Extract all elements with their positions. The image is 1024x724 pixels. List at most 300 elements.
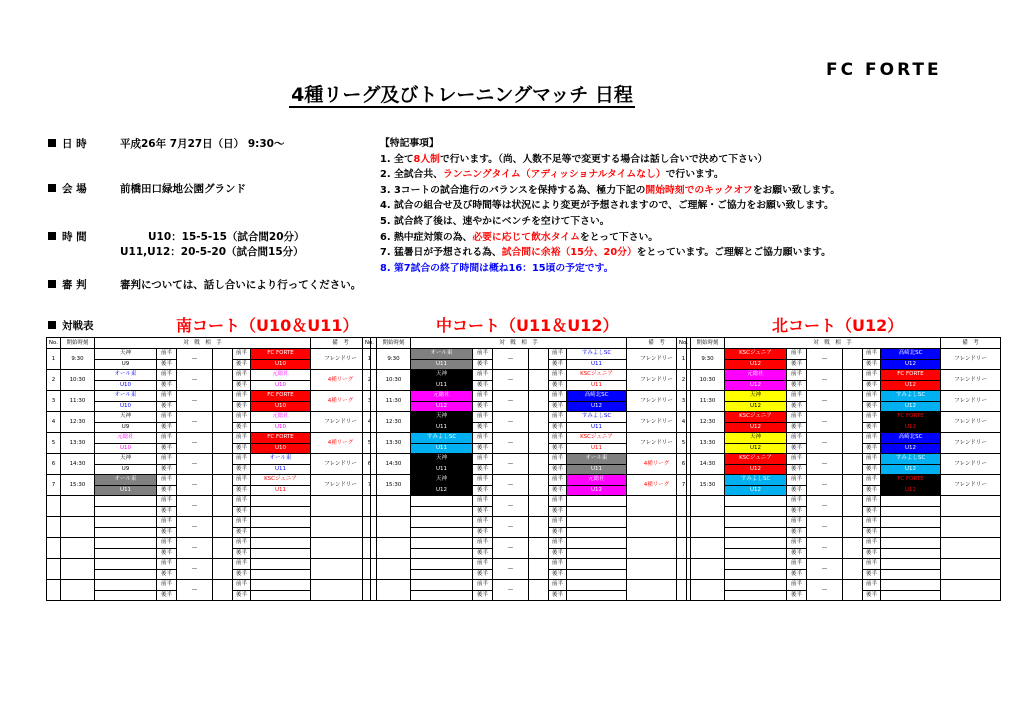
schedule-table-north	[676, 337, 1001, 601]
team-1-name: 天神	[411, 475, 473, 486]
first-half-label: 前半	[473, 349, 493, 360]
match-no	[47, 559, 61, 580]
second-half-label: 後半	[157, 590, 177, 601]
second-half-label: 後半	[473, 506, 493, 517]
team-1-name: 元総社	[725, 370, 787, 381]
table-row	[363, 538, 687, 549]
versus-dash: —	[177, 391, 213, 412]
team-2-name	[251, 517, 311, 528]
kickoff-time	[377, 496, 411, 517]
team-1-name: 元総社	[95, 433, 157, 444]
kickoff-time	[377, 580, 411, 601]
first-half-label: 前半	[549, 391, 567, 402]
match-no	[677, 517, 691, 538]
team-1-name: 天神	[411, 454, 473, 465]
team-2-category	[567, 506, 627, 517]
spacer-cell	[843, 349, 863, 370]
first-half-label: 前半	[157, 454, 177, 465]
team-1-category: U9	[95, 464, 157, 475]
kickoff-time: 11:30	[377, 391, 411, 412]
team-2-category: U12	[881, 359, 941, 370]
spacer-cell	[529, 454, 549, 475]
second-half-label: 後半	[787, 548, 807, 559]
schedule-table-center	[362, 337, 687, 601]
match-no: 7	[363, 475, 377, 496]
team-1-category: U12	[725, 464, 787, 475]
team-1-name: 天神	[95, 454, 157, 465]
note-8: 8. 第7試合の終了時間は概ね16：15頃の予定です。	[380, 262, 614, 274]
second-half-label: 後半	[787, 359, 807, 370]
team-1-category: U10	[95, 380, 157, 391]
second-half-label: 後半	[863, 359, 881, 370]
first-half-label: 前半	[473, 370, 493, 381]
team-1-category: U12	[411, 485, 473, 496]
table-row	[677, 370, 1001, 381]
table-row	[363, 454, 687, 465]
first-half-label: 前半	[863, 454, 881, 465]
table-row	[47, 454, 371, 465]
second-half-label: 後半	[473, 443, 493, 454]
team-1-name: すみよしSC	[411, 433, 473, 444]
spacer-cell	[843, 496, 863, 517]
kickoff-time: 9:30	[377, 349, 411, 370]
header-time: 開始時刻	[61, 338, 95, 349]
match-no: 4	[47, 412, 61, 433]
team-2-name: KSCジュニア	[251, 475, 311, 486]
match-note: 4種リーグ	[627, 475, 687, 496]
spacer-cell	[213, 538, 233, 559]
match-no	[363, 538, 377, 559]
team-1-category: U11	[411, 464, 473, 475]
second-half-label: 後半	[233, 506, 251, 517]
second-half-label: 後半	[863, 464, 881, 475]
first-half-label: 前半	[473, 433, 493, 444]
team-2-name: KSCジュニア	[567, 433, 627, 444]
spacer-cell	[529, 496, 549, 517]
match-no: 6	[363, 454, 377, 475]
notes-heading: 【特記事項】	[380, 138, 439, 149]
versus-dash: —	[807, 475, 843, 496]
table-row	[677, 433, 1001, 444]
team-2-name	[567, 496, 627, 507]
table-row	[363, 496, 687, 507]
team-2-name: すみよしSC	[567, 349, 627, 360]
versus-dash: —	[807, 517, 843, 538]
first-half-label: 前半	[157, 580, 177, 591]
first-half-label: 前半	[787, 454, 807, 465]
spacer-cell	[213, 559, 233, 580]
court-north-title: 北コート（U12）	[772, 316, 904, 335]
first-half-label: 前半	[157, 349, 177, 360]
team-1-category: U9	[95, 422, 157, 433]
team-1-name: すみよしSC	[725, 475, 787, 486]
match-no: 6	[677, 454, 691, 475]
first-half-label: 前半	[549, 349, 567, 360]
match-note: フレンドリー	[941, 454, 1001, 475]
versus-dash: —	[493, 370, 529, 391]
kickoff-time: 9:30	[61, 349, 95, 370]
first-half-label: 前半	[157, 433, 177, 444]
second-half-label: 後半	[157, 380, 177, 391]
table-row	[47, 580, 371, 591]
team-1-category	[411, 569, 473, 580]
team-1-name: KSCジュニア	[725, 349, 787, 360]
first-half-label: 前半	[549, 370, 567, 381]
spacer-cell	[843, 580, 863, 601]
second-half-label: 後半	[863, 527, 881, 538]
second-half-label: 後半	[473, 464, 493, 475]
first-half-label: 前半	[233, 580, 251, 591]
time-value-1: U10：15-5-15（試合間20分）	[148, 231, 305, 243]
kickoff-time: 14:30	[377, 454, 411, 475]
team-1-name	[95, 580, 157, 591]
header-time: 開始時刻	[377, 338, 411, 349]
team-1-name: KSCジュニア	[725, 454, 787, 465]
spacer-cell	[529, 580, 549, 601]
table-row	[677, 475, 1001, 486]
team-1-category	[411, 590, 473, 601]
spacer-cell	[529, 370, 549, 391]
first-half-label: 前半	[473, 454, 493, 465]
versus-dash: —	[177, 433, 213, 454]
team-2-name	[567, 580, 627, 591]
versus-dash: —	[807, 391, 843, 412]
spacer-cell	[213, 580, 233, 601]
kickoff-time: 12:30	[691, 412, 725, 433]
second-half-label: 後半	[787, 401, 807, 412]
match-no: 5	[363, 433, 377, 454]
note-5: 5. 試合終了後は、速やかにベンチを空けて下さい。	[380, 215, 610, 227]
first-half-label: 前半	[157, 391, 177, 402]
first-half-label: 前半	[863, 580, 881, 591]
versus-dash: —	[177, 517, 213, 538]
team-2-name: 元総社	[251, 412, 311, 423]
versus-dash: —	[177, 475, 213, 496]
second-half-label: 後半	[473, 380, 493, 391]
first-half-label: 前半	[473, 496, 493, 507]
first-half-label: 前半	[549, 580, 567, 591]
match-note: 4種リーグ	[311, 433, 371, 454]
team-1-category: U12	[725, 380, 787, 391]
team-1-category	[725, 590, 787, 601]
first-half-label: 前半	[549, 454, 567, 465]
match-no	[47, 496, 61, 517]
team-2-name	[881, 517, 941, 528]
header-note: 備 考	[311, 338, 371, 349]
versus-dash: —	[177, 412, 213, 433]
team-2-category	[567, 527, 627, 538]
header-match: 対 戦 相 手	[411, 338, 627, 349]
table-row	[677, 559, 1001, 570]
team-2-category	[567, 548, 627, 559]
kickoff-time: 15:30	[61, 475, 95, 496]
spacer-cell	[213, 349, 233, 370]
match-note: フレンドリー	[941, 412, 1001, 433]
table-row	[677, 538, 1001, 549]
team-2-name: すみよしSC	[881, 391, 941, 402]
spacer-cell	[843, 517, 863, 538]
kickoff-time	[61, 517, 95, 538]
schedule-table-south	[46, 337, 371, 601]
team-1-name: 天神	[411, 412, 473, 423]
team-2-category: U11	[567, 443, 627, 454]
kickoff-time: 10:30	[377, 370, 411, 391]
second-half-label: 後半	[473, 569, 493, 580]
second-half-label: 後半	[787, 443, 807, 454]
spacer-cell	[529, 538, 549, 559]
match-no	[677, 538, 691, 559]
table-row	[47, 370, 371, 381]
referee-value: 審判については、話し合いにより行ってください。	[120, 279, 362, 291]
first-half-label: 前半	[863, 559, 881, 570]
match-no	[363, 517, 377, 538]
kickoff-time	[61, 580, 95, 601]
second-half-label: 後半	[233, 590, 251, 601]
match-no	[677, 580, 691, 601]
match-no	[363, 496, 377, 517]
team-2-name	[251, 538, 311, 549]
header-note: 備 考	[941, 338, 1001, 349]
second-half-label: 後半	[157, 485, 177, 496]
spacer-cell	[843, 454, 863, 475]
table-row	[47, 475, 371, 486]
kickoff-time: 15:30	[691, 475, 725, 496]
match-note: フレンドリー	[941, 349, 1001, 370]
second-half-label: 後半	[473, 590, 493, 601]
second-half-label: 後半	[233, 485, 251, 496]
team-2-name	[251, 496, 311, 507]
first-half-label: 前半	[473, 391, 493, 402]
match-note: フレンドリー	[311, 454, 371, 475]
second-half-label: 後半	[473, 359, 493, 370]
match-note: フレンドリー	[627, 391, 687, 412]
second-half-label: 後半	[549, 380, 567, 391]
kickoff-time: 14:30	[691, 454, 725, 475]
second-half-label: 後半	[549, 527, 567, 538]
table-row	[677, 580, 1001, 591]
team-2-name	[567, 517, 627, 528]
second-half-label: 後半	[157, 569, 177, 580]
second-half-label: 後半	[863, 485, 881, 496]
header-no: No.	[677, 338, 691, 349]
team-2-category: U11	[567, 464, 627, 475]
second-half-label: 後半	[157, 359, 177, 370]
first-half-label: 前半	[473, 475, 493, 486]
match-no: 7	[677, 475, 691, 496]
team-1-category: U11	[95, 485, 157, 496]
spacer-cell	[843, 475, 863, 496]
match-note: フレンドリー	[311, 475, 371, 496]
kickoff-time: 12:30	[61, 412, 95, 433]
table-row	[363, 349, 687, 360]
team-2-category: U11	[567, 422, 627, 433]
second-half-label: 後半	[787, 464, 807, 475]
kickoff-time: 10:30	[61, 370, 95, 391]
first-half-label: 前半	[157, 475, 177, 486]
versus-dash: —	[807, 580, 843, 601]
match-no: 1	[47, 349, 61, 370]
team-2-name: FC FORTE	[881, 370, 941, 381]
versus-dash: —	[493, 412, 529, 433]
team-1-category	[95, 527, 157, 538]
second-half-label: 後半	[787, 569, 807, 580]
match-no: 6	[47, 454, 61, 475]
team-2-category: U12	[881, 485, 941, 496]
match-table-label: 対戦表	[48, 318, 94, 333]
second-half-label: 後半	[863, 401, 881, 412]
spacer-cell	[213, 370, 233, 391]
match-note: フレンドリー	[311, 412, 371, 433]
first-half-label: 前半	[787, 496, 807, 507]
venue-value: 前橋田口緑地公園グランド	[120, 183, 246, 195]
kickoff-time	[61, 496, 95, 517]
first-half-label: 前半	[787, 475, 807, 486]
match-no: 4	[677, 412, 691, 433]
team-2-category	[567, 569, 627, 580]
second-half-label: 後半	[863, 506, 881, 517]
court-south-title: 南コート（U10＆U11）	[176, 316, 359, 335]
header-time: 開始時刻	[691, 338, 725, 349]
team-1-category: U12	[725, 401, 787, 412]
second-half-label: 後半	[549, 590, 567, 601]
first-half-label: 前半	[863, 433, 881, 444]
second-half-label: 後半	[157, 401, 177, 412]
table-row	[47, 433, 371, 444]
second-half-label: 後半	[549, 422, 567, 433]
team-2-category	[251, 527, 311, 538]
spacer-cell	[843, 412, 863, 433]
match-note: 4種リーグ	[311, 391, 371, 412]
venue-row: 会 場	[48, 181, 87, 196]
second-half-label: 後半	[233, 401, 251, 412]
table-row	[363, 475, 687, 486]
first-half-label: 前半	[787, 538, 807, 549]
team-1-category: U10	[95, 401, 157, 412]
match-no: 2	[47, 370, 61, 391]
table-row	[677, 412, 1001, 423]
team-2-name: FC FORTE	[251, 433, 311, 444]
second-half-label: 後半	[233, 422, 251, 433]
team-2-name: オール東	[251, 454, 311, 465]
match-no: 1	[363, 349, 377, 370]
kickoff-time	[61, 559, 95, 580]
team-1-name	[411, 559, 473, 570]
first-half-label: 前半	[863, 475, 881, 486]
team-1-category	[725, 548, 787, 559]
note-6: 6. 熱中症対策の為、必要に応じて飲水タイムをとって下さい。	[380, 231, 659, 243]
second-half-label: 後半	[549, 464, 567, 475]
team-1-category	[95, 590, 157, 601]
team-2-name: 高崎北SC	[567, 391, 627, 402]
team-1-name: オール東	[95, 370, 157, 381]
first-half-label: 前半	[863, 538, 881, 549]
kickoff-time	[691, 559, 725, 580]
note-7: 7. 猛暑日が予想される為、試合間に余裕（15分、20分）をとっています。ご理解とご協力願います。	[380, 247, 831, 259]
second-half-label: 後半	[157, 443, 177, 454]
second-half-label: 後半	[549, 569, 567, 580]
match-note: フレンドリー	[941, 370, 1001, 391]
second-half-label: 後半	[473, 401, 493, 412]
table-row	[47, 496, 371, 507]
spacer-cell	[529, 412, 549, 433]
second-half-label: 後半	[787, 422, 807, 433]
team-2-name: 元総社	[567, 475, 627, 486]
court-center-title: 中コート（U11＆U12）	[436, 316, 619, 335]
second-half-label: 後半	[863, 443, 881, 454]
team-1-name	[411, 496, 473, 507]
second-half-label: 後半	[157, 506, 177, 517]
first-half-label: 前半	[787, 433, 807, 444]
team-1-name	[411, 538, 473, 549]
team-1-name: 元総社	[411, 391, 473, 402]
team-1-name: オール東	[95, 475, 157, 486]
first-half-label: 前半	[787, 580, 807, 591]
second-half-label: 後半	[233, 527, 251, 538]
first-half-label: 前半	[157, 538, 177, 549]
spacer-cell	[213, 433, 233, 454]
second-half-label: 後半	[473, 485, 493, 496]
date-value: 平成26年 7月27日（日） 9:30〜	[120, 138, 285, 150]
team-1-category	[725, 569, 787, 580]
team-2-category	[251, 569, 311, 580]
team-2-category: U10	[251, 380, 311, 391]
team-1-category: U12	[725, 485, 787, 496]
team-2-category: U12	[881, 443, 941, 454]
second-half-label: 後半	[233, 380, 251, 391]
match-no: 2	[677, 370, 691, 391]
team-1-name	[411, 517, 473, 528]
versus-dash: —	[807, 412, 843, 433]
second-half-label: 後半	[863, 590, 881, 601]
kickoff-time	[377, 538, 411, 559]
team-2-name: KSCジュニア	[567, 370, 627, 381]
spacer-cell	[529, 517, 549, 538]
kickoff-time: 13:30	[61, 433, 95, 454]
date-row: 日 時	[48, 136, 87, 151]
team-1-name: 天神	[95, 412, 157, 423]
second-half-label: 後半	[233, 359, 251, 370]
team-2-category	[881, 506, 941, 517]
time-value-2: U11,U12：20-5-20（試合間15分）	[120, 246, 304, 258]
second-half-label: 後半	[157, 548, 177, 559]
second-half-label: 後半	[157, 422, 177, 433]
first-half-label: 前半	[157, 412, 177, 423]
second-half-label: 後半	[233, 548, 251, 559]
second-half-label: 後半	[787, 506, 807, 517]
first-half-label: 前半	[233, 370, 251, 381]
spacer-cell	[843, 370, 863, 391]
kickoff-time: 10:30	[691, 370, 725, 391]
team-1-category: U11	[411, 359, 473, 370]
second-half-label: 後半	[787, 527, 807, 538]
versus-dash: —	[493, 517, 529, 538]
second-half-label: 後半	[863, 548, 881, 559]
note-3: 3. 3コートの試合進行のバランスを保持する為、極力下記の開始時刻でのキックオフをお願い致します。	[380, 184, 841, 196]
first-half-label: 前半	[233, 349, 251, 360]
versus-dash: —	[807, 496, 843, 517]
team-2-category: U12	[567, 485, 627, 496]
team-1-category: U12	[725, 443, 787, 454]
versus-dash: —	[807, 433, 843, 454]
versus-dash: —	[177, 454, 213, 475]
second-half-label: 後半	[157, 464, 177, 475]
spacer-cell	[843, 559, 863, 580]
team-2-name: FC FORTE	[251, 391, 311, 402]
kickoff-time: 13:30	[377, 433, 411, 454]
match-no: 3	[47, 391, 61, 412]
versus-dash: —	[177, 559, 213, 580]
second-half-label: 後半	[473, 422, 493, 433]
